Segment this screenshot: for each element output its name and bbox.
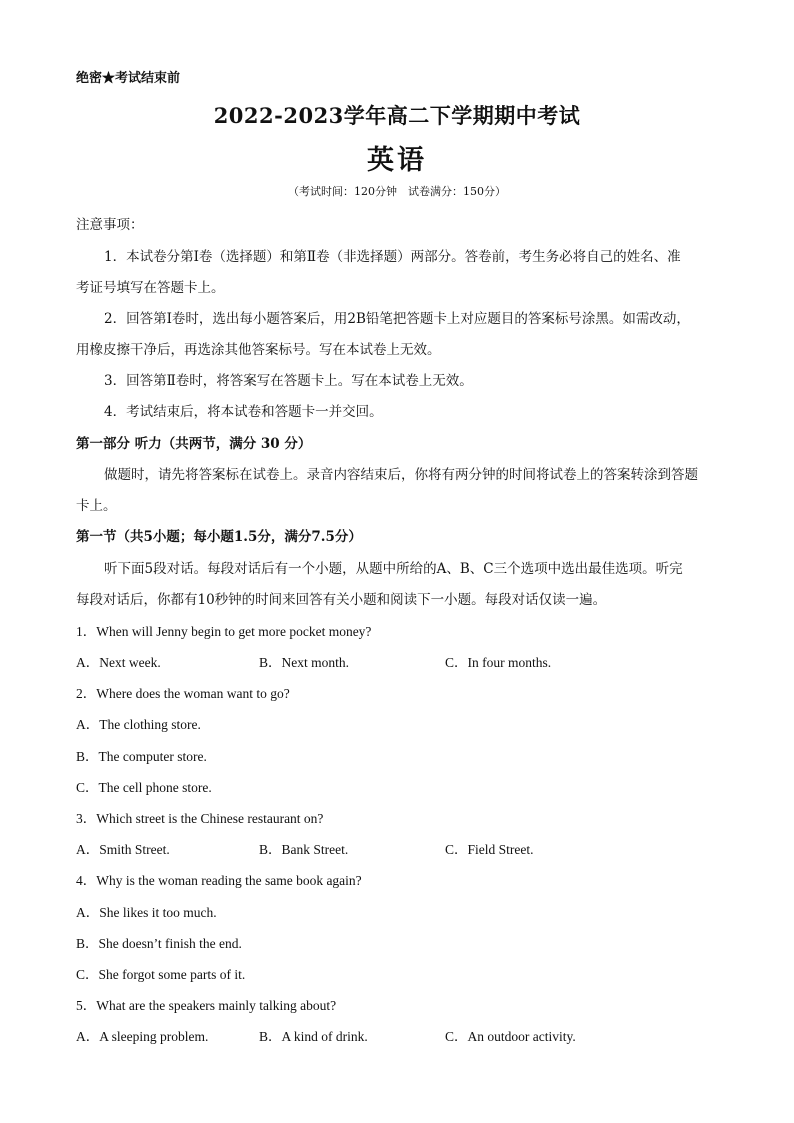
- subject-title: 英语: [367, 145, 427, 176]
- question-1-option-b: B．Next month.: [259, 655, 349, 670]
- question-2-option-b: B．The computer store.: [76, 749, 207, 764]
- question-2-option-a: A．The clothing store.: [76, 717, 201, 732]
- question-1-option-a: A．Next week.: [76, 655, 161, 670]
- question-5-option-c: C．An outdoor activity.: [445, 1029, 576, 1044]
- exam-title: 2022-2023学年高二下学期期中考试: [213, 103, 581, 128]
- question-5-option-b: B．A kind of drink.: [259, 1029, 368, 1044]
- question-3-option-c: C．Field Street.: [445, 842, 534, 857]
- section1-intro-line-1: 听下面5段对话。每段对话后有一个小题，从题中所给的A、B、C三个选项中选出最佳选项。听完: [104, 561, 683, 577]
- question-1-stem: 1．When will Jenny begin to get more pocket money?: [76, 624, 372, 639]
- question-3-stem: 3．Which street is the Chinese restaurant on?: [76, 811, 324, 826]
- note-item-3: 3．回答第Ⅱ卷时，将答案写在答题卡上。写在本试卷上无效。: [104, 373, 473, 389]
- question-4-option-b: B．She doesn’t finish the end.: [76, 936, 242, 951]
- note-item-2-line-2: 用橡皮擦干净后，再选涂其他答案标号。写在本试卷上无效。: [76, 342, 441, 358]
- question-1-option-c: C．In four months.: [445, 655, 552, 670]
- question-3-option-a: A．Smith Street.: [76, 842, 170, 857]
- question-5-stem: 5．What are the speakers mainly talking about?: [76, 998, 337, 1013]
- part1-intro-line-2: 卡上。: [76, 498, 117, 514]
- question-2-option-c: C．The cell phone store.: [76, 780, 212, 795]
- question-2-stem: 2．Where does the woman want to go?: [76, 686, 290, 701]
- part1-heading: 第一部分 听力（共两节，满分 30 分）: [76, 436, 312, 452]
- section1-heading: 第一节（共5小题；每小题1.5分，满分7.5分）: [76, 529, 362, 545]
- note-item-2-line-1: 2．回答第Ⅰ卷时，选出每小题答案后，用2B铅笔把答题卡上对应题目的答案标号涂黑。如需改动，: [104, 311, 690, 327]
- question-4-stem: 4．Why is the woman reading the same book again?: [76, 873, 362, 888]
- section1-intro-line-2: 每段对话后，你都有10秒钟的时间来回答有关小题和阅读下一小题。每段对话仅读一遍。: [76, 592, 607, 608]
- confidential-label: 绝密★考试结束前: [76, 71, 181, 86]
- exam-info: （考试时间：120分钟 试卷满分：150分）: [288, 185, 506, 198]
- question-5-option-a: A．A sleeping problem.: [76, 1029, 209, 1044]
- notes-heading: 注意事项：: [76, 217, 144, 233]
- question-3-option-b: B．Bank Street.: [259, 842, 349, 857]
- question-4-option-a: A．She likes it too much.: [76, 905, 217, 920]
- note-item-1-line-1: 1．本试卷分第Ⅰ卷（选择题）和第Ⅱ卷（非选择题）两部分。答卷前，考生务必将自己的姓名、准: [104, 249, 681, 265]
- part1-intro-line-1: 做题时，请先将答案标在试卷上。录音内容结束后，你将有两分钟的时间将试卷上的答案转涂到答题: [104, 467, 698, 483]
- note-item-4: 4．考试结束后，将本试卷和答题卡一并交回。: [104, 404, 383, 420]
- note-item-1-line-2: 考证号填写在答题卡上。: [76, 280, 225, 296]
- question-4-option-c: C．She forgot some parts of it.: [76, 967, 246, 982]
